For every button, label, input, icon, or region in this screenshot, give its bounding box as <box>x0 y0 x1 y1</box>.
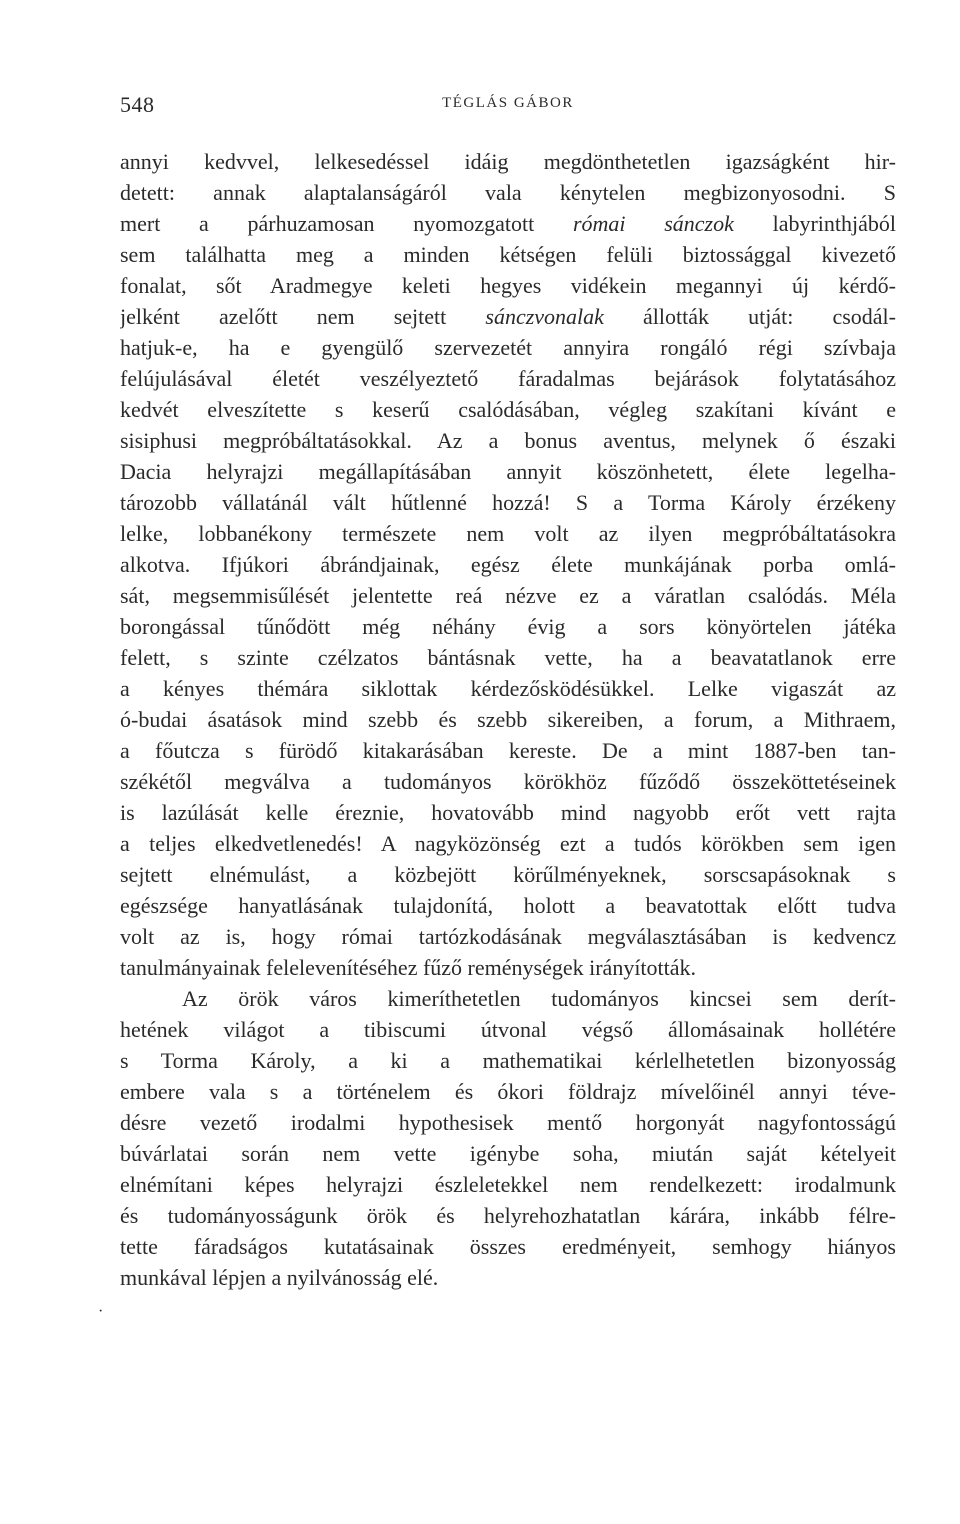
text-segment: állották utját: csodál- <box>603 304 896 329</box>
text-line: sejtett elnémulást, a közbejött körűlményeknek, sorscsapásoknak s <box>120 862 896 887</box>
text-line: s Torma Károly, a ki a mathematikai kérlelhetetlen bizonyosság <box>120 1048 896 1073</box>
text-line: felújulásával életét veszélyeztető fáradalmas bejárások folytatásához <box>120 366 896 391</box>
text-line: fonalat, sőt Aradmegye keleti hegyes vidékein megannyi új kérdő- <box>120 273 896 298</box>
text-line: volt az is, hogy római tartózkodásának megválasztásában is kedvencz <box>120 924 896 949</box>
text-line: ó-budai ásatások mind szebb és szebb sikereiben, a forum, a Mithraem, <box>120 707 896 732</box>
text-line: tározobb vállatánál vált hűtlenné hozzá! S a Torma Károly érzékeny <box>120 490 896 515</box>
page-header <box>120 92 896 122</box>
text-segment: mert a párhuzamosan nyomozgatott <box>120 211 573 236</box>
text-line: kedvét elveszítette s keserű csalódásában, végleg szakítani kívánt e <box>120 397 896 422</box>
text-line <box>120 208 896 239</box>
text-line: egészsége hanyatlásának tulajdonítá, holott a beavatottak előtt tudva <box>120 893 896 918</box>
text-line: sisiphusi megpróbáltatásokkal. Az a bonus aventus, melynek ő északi <box>120 428 896 453</box>
text-line: székétől megválva a tudományos körökhöz fűződő összeköttetéseinek <box>120 769 896 794</box>
text-line: tette fáradságos kutatásainak összes eredményeit, semhogy hiányos <box>120 1234 896 1259</box>
margin-mark: · <box>98 1303 104 1320</box>
italic-term: római sánczok <box>572 211 734 236</box>
running-head: TÉGLÁS GÁBOR <box>442 95 574 111</box>
text-line: Dacia helyrajzi megállapításában annyit köszönhetett, élete legelha- <box>120 459 896 484</box>
text-line: munkával lépjen a nyilvánosság elé. <box>120 1265 439 1290</box>
text-line <box>120 301 896 332</box>
text-line: hatjuk-e, ha e gyengülő szervezetét annyira rongáló régi szívbaja <box>120 335 896 360</box>
text-line: annyi kedvvel, lelkesedéssel idáig megdönthetetlen igazságként hir- <box>120 149 896 174</box>
text-line: sát, megsemmisűlését jelentette reá nézve ez a váratlan csalódás. Méla <box>120 583 896 608</box>
page-number: 548 <box>120 92 155 117</box>
text-line: alkotva. Ifjúkori ábrándjainak, egész élete munkájának porba omlá- <box>120 552 896 577</box>
text-line: borongással tűnődött még néhány évig a sors könyörtelen játéka <box>120 614 896 639</box>
text-line: is lazúlását kelle éreznie, hovatovább mind nagyobb erőt vett rajta <box>120 800 896 825</box>
body-text <box>120 146 896 1293</box>
text-line: búvárlatai során nem vette igénybe soha, miután saját kételyeit <box>120 1141 896 1166</box>
text-line: a kényes thémára siklottak kérdezősködésükkel. Lelke vigaszát az <box>120 676 896 701</box>
text-line: a teljes elkedvetlenedés! A nagyközönség ezt a tudós körökben sem igen <box>120 831 896 856</box>
text-line: detett: annak alaptalanságáról vala kénytelen megbizonyosodni. S <box>120 180 896 205</box>
paragraph-1 <box>120 146 896 983</box>
text-line: és tudományosságunk örök és helyrehozhatatlan kárára, inkább félre- <box>120 1203 896 1228</box>
paragraph-2 <box>120 983 896 1293</box>
text-line: tanulmányainak felelevenítéséhez fűző reménységek irányították. <box>120 955 697 980</box>
text-line: a főutcza s fürödő kitakarásában kereste. De a mint 1887-ben tan- <box>120 738 896 763</box>
text-line: embere vala s a történelem és ókori földrajz mívelőinél annyi téve- <box>120 1079 896 1104</box>
text-line: felett, s szinte czélzatos bántásnak vette, ha a beavatatlanok erre <box>120 645 896 670</box>
text-segment: jelként azelőtt nem sejtett <box>120 304 486 329</box>
text-line: Az örök város kimeríthetetlen tudományos kincsei sem derít- <box>182 986 896 1011</box>
italic-term: sánczvonalak <box>485 304 604 329</box>
text-segment: labyrinthjából <box>733 211 896 236</box>
text-line: lelke, lobbanékony természete nem volt az ilyen megpróbáltatásokra <box>120 521 896 546</box>
text-line: désre vezető irodalmi hypothesisek mentő horgonyát nagyfontosságú <box>120 1110 896 1135</box>
text-line: sem találhatta meg a minden kétségen felüli biztossággal kivezető <box>120 242 896 267</box>
text-line: hetének világot a tibiscumi útvonal végső állomásainak hollétére <box>120 1017 896 1042</box>
text-line: elnémítani képes helyrajzi észleletekkel nem rendelkezett: irodalmunk <box>120 1172 896 1197</box>
